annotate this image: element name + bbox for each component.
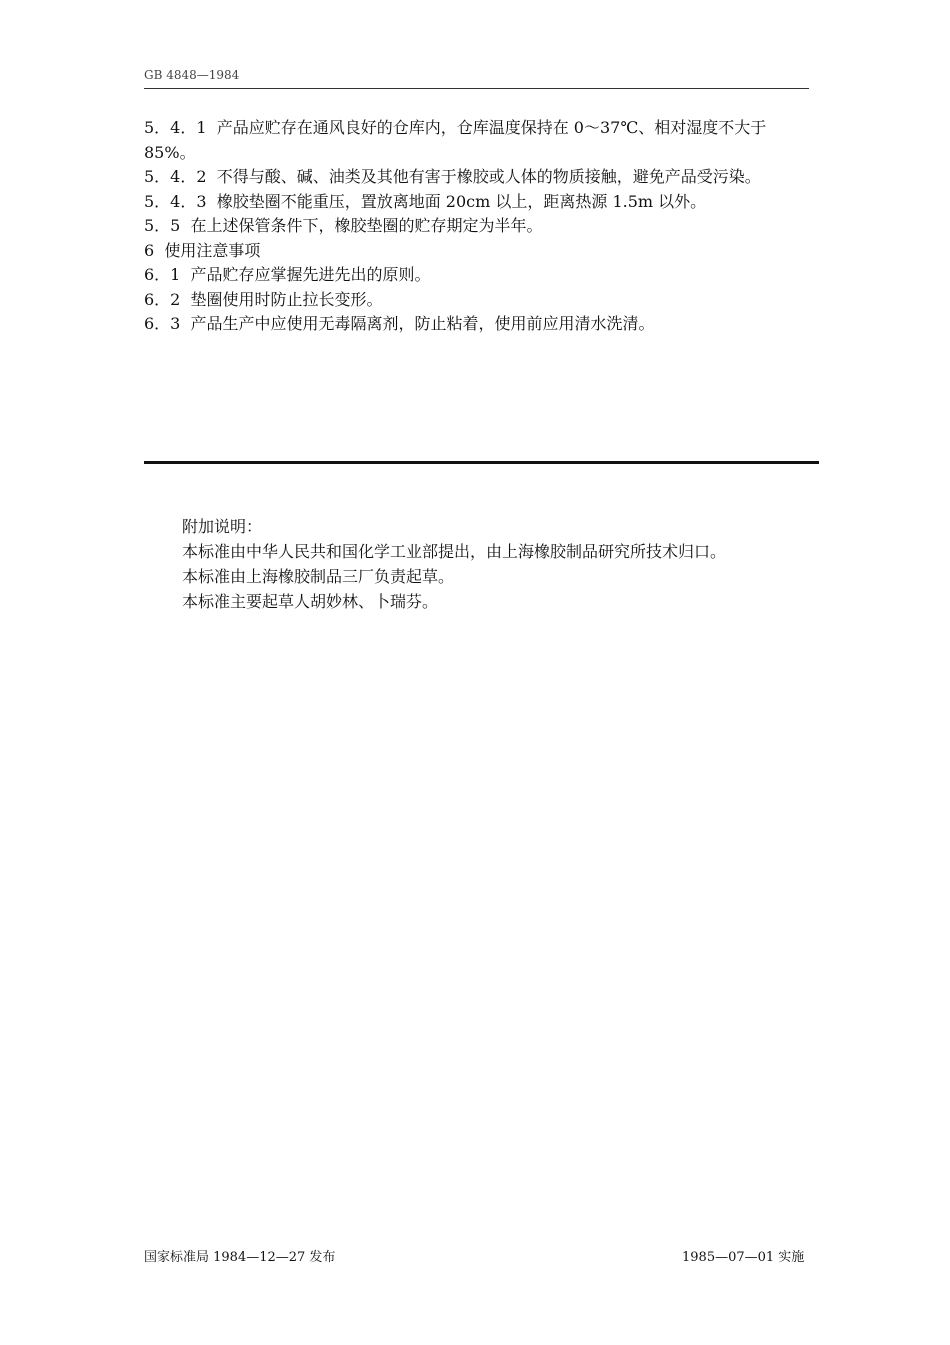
appendix-line: 本标准由中华人民共和国化学工业部提出，由上海橡胶制品研究所技术归口。	[182, 542, 727, 561]
clause-5-4-2	[144, 165, 808, 190]
issue-date: 国家标准局 1984—12—27 发布	[144, 1250, 336, 1265]
clause-number: 5．4．3	[144, 191, 217, 211]
clause-text: 垫圈使用时防止拉长变形。	[190, 289, 383, 309]
clause-text: 产品生产中应使用无毒隔离剂，防止粘着，使用前应用清水洗清。	[190, 314, 655, 333]
effective-date: 1985—07—01 实施	[682, 1250, 805, 1265]
clause-number: 6．1	[144, 265, 191, 284]
clause-number: 5．4．1	[144, 118, 217, 137]
clause-number: 5．5	[144, 216, 191, 235]
clause-5-4-1	[144, 116, 808, 165]
header-rule	[144, 88, 809, 89]
clause-5-5	[144, 214, 808, 239]
clause-number: 6．2	[144, 289, 191, 309]
appendix-heading: 附加说明：	[182, 517, 263, 536]
clause-6-3	[144, 312, 808, 337]
clause-text: 产品应贮存在通风良好的仓库内，仓库温度保持在 0～37℃、相对湿度不大于 85%。	[144, 118, 767, 162]
clause-5-4-3	[144, 190, 808, 215]
appendix-note	[144, 514, 808, 614]
clause-number: 5．4．2	[144, 167, 217, 186]
clause-text: 不得与酸、碱、油类及其他有害于橡胶或人体的物质接触，避免产品受污染。	[216, 167, 761, 186]
clause-text: 使用注意事项	[164, 240, 261, 260]
clause-text: 在上述保管条件下，橡胶垫圈的贮存期定为半年。	[190, 216, 543, 235]
clause-text: 橡胶垫圈不能重压，置放离地面 20cm 以上，距离热源 1.5m 以外。	[216, 191, 707, 211]
clause-6-1	[144, 263, 808, 288]
section-6-heading	[144, 239, 808, 264]
clause-list	[144, 116, 808, 337]
clause-number: 6	[144, 240, 165, 260]
clause-6-2	[144, 288, 808, 313]
clause-text: 产品贮存应掌握先进先出的原则。	[190, 265, 431, 284]
clause-number: 6．3	[144, 314, 191, 333]
appendix-line: 本标准主要起草人胡妙林、卜瑞芬。	[182, 592, 439, 611]
standard-code-header: GB 4848—1984	[144, 68, 240, 82]
section-divider	[144, 461, 819, 464]
appendix-line: 本标准由上海橡胶制品三厂负责起草。	[182, 567, 455, 586]
